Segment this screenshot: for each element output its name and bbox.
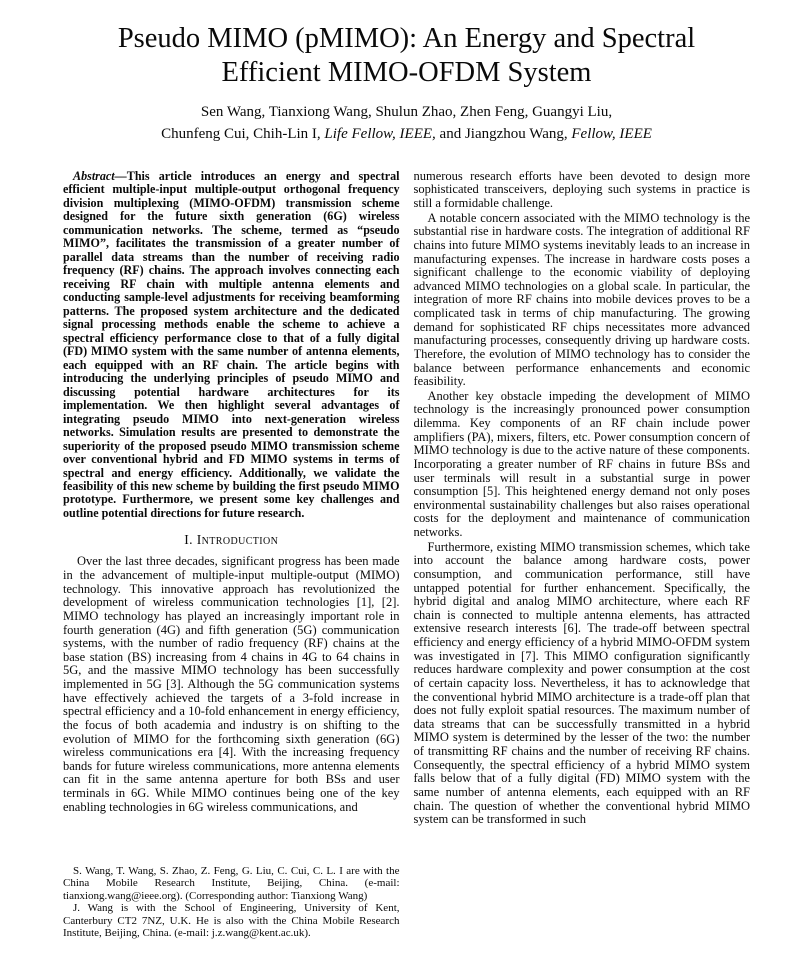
author-line2-fellow-title2: Fellow, IEEE <box>571 125 652 142</box>
left-column <box>63 170 400 966</box>
author-line2-part3: and Jiangzhou Wang, <box>435 125 572 142</box>
paper-title <box>63 22 750 89</box>
author-list <box>63 102 750 145</box>
abstract-text: This article introduces an energy and spectral efficient multiple-input multiple-output orthogonal frequency division multiplexing (MIMO-OFDM) transmission scheme designed for the future sixth generation (6G) wireless communication networks. The scheme, termed as “pseudo MIMO”, facilitates the transmission of a greater number of parallel data streams than the number of receiving radio frequency (RF) chains. The approach involves connecting each receiving RF chain with multiple antenna elements and conducting sample-level adjustments for receiving beamforming patterns. The proposed system architecture and the dedicated signal processing methods enable the scheme to achieve a spectral efficiency performance close to that of a fully digital (FD) MIMO system with the same number of antenna elements, each equipped with an RF chain. The article begins with introducing the underlying principles of pseudo MIMO and discussing potential hardware architectures for its implementation. We then highlight several advantages of integrating pseudo MIMO into next-generation wireless networks. Simulation results are presented to demonstrate the superiority of the proposed pseudo MIMO transmission scheme over conventional hybrid and FD MIMO systems in terms of spectral and energy efficiency. Additionally, we validate the feasibility of this new scheme by building the first pseudo MIMO prototype. Furthermore, we present some key challenges and outline potential directions for future research. <box>63 169 400 520</box>
right-column <box>414 170 751 966</box>
paper-title-line1: Pseudo MIMO (pMIMO): An Energy and Spectral <box>117 23 696 54</box>
two-column-body <box>63 170 750 966</box>
author-line2-part1: Chunfeng Cui, Chih-Lin I, <box>161 125 325 142</box>
section-heading-introduction: I. Introduction <box>184 532 279 548</box>
author-affiliation-footnotes <box>63 865 400 966</box>
intro-paragraph-1: Over the last three decades, significant progress has been made in the advancement of multiple-input multiple-output (MIMO) technology. This innovative approach has revolutionized the development of wireless communication technologies [1], [2]. MIMO technology has played an increasingly important role in fourth generation (4G) and fifth generation (5G) communication systems, with the number of radio frequency (RF) chains at the base station (BS) increasing from 4 chains in 4G to 64 chains in 5G, and the massive MIMO technology has been successfully implemented in 5G [3]. Although the 5G communication systems have effectively achieved the targets of a 3-fold increase in spectral efficiency and a 10-fold enhancement in energy efficiency, the focus of both academia and industry is on shifting to the evolution of MIMO for the forthcoming sixth generation (6G) wireless communications era [4]. With the increasing frequency bands for future wireless communications, more antenna elements can fit in the same antenna aperture for both BSs and user terminals in 6G. While MIMO continues being one of the key enabling technologies in 6G wireless communications, and <box>63 554 400 814</box>
intro-paragraph-3: Another key obstacle impeding the development of MIMO technology is the increasingly pronounced power consumption dilemma. Key components of an RF chain include power amplifiers (PA), mixers, filters, etc. Power consumption concern of MIMO technology is due to the active nature of these components. Incorporating a greater number of RF chains in future BSs and user terminals will result in a substantial surge in power consumption [5]. This heightened energy demand not only poses environmental sustainability challenges but also raises operational costs for the deployment and maintenance of communication networks. <box>413 388 750 540</box>
abstract-label: Abstract— <box>73 169 127 183</box>
footnote-affiliation-2: J. Wang is with the School of Engineering, University of Kent, Canterbury CT2 7NZ, U.K. He is also with the China Mobile Research Institute, Beijing, China. (e-mail: j.z.wang@kent.ac.uk). <box>63 902 400 940</box>
author-line2-fellow-title1: Life Fellow, IEEE, <box>324 125 436 142</box>
abstract <box>63 170 400 521</box>
intro-paragraph-1-continued: numerous research efforts have been devoted to design more sophisticated transceivers, deploying such systems in practice is still a formidable challenge. <box>413 169 750 211</box>
author-line2 <box>63 124 750 145</box>
paper-title-line2: Efficient MIMO-OFDM System <box>221 56 592 88</box>
intro-paragraph-4: Furthermore, existing MIMO transmission schemes, which take into account the balance among hardware costs, power consumption, and communication performance, still have untapped potential for further enhancement. Specifically, the hybrid digital and analog MIMO architecture, where each RF chain is connected to multiple antenna elements, has attracted extensive research interests [6]. The trade-off between spectral efficiency and energy efficiency of a hybrid MIMO-OFDM system was investigated in [7]. This MIMO configuration significantly reduces hardware complexity and power consumption at the cost of certain capacity loss. Nevertheless, it has to acknowledge that the conventional hybrid MIMO architecture is a trade-off plan that does not fully exploit spatial resources. The maximum number of data streams that can be successfully transmitted in a hybrid MIMO system is determined by the lesser of the two: the number of transmitting RF chains and the number of receiving RF chains. Consequently, the spectral efficiency of a hybrid MIMO system falls below that of a fully digital (FD) MIMO system with the same number of antenna elements, each equipped with an RF chain. The question of whether the conventional hybrid MIMO system can be transformed in such <box>413 539 750 827</box>
author-line1: Sen Wang, Tianxiong Wang, Shulun Zhao, Zhen Feng, Guangyi Liu, <box>200 104 613 121</box>
intro-paragraph-2: A notable concern associated with the MIMO technology is the substantial rise in hardware costs. The integration of additional RF chains into future MIMO systems inevitably leads to an increase in manufacturing expenses. The increase in hardware costs poses a significant challenge to the economic viability of deploying advanced MIMO technologies on a global scale. In particular, the integration of more RF chains into mobile devices proves to be a complicated task in terms of chip manufacturing. The growing demand for sophisticated RF chips necessitates more advanced manufacturing processes, consequently driving up hardware costs. Therefore, the evolution of MIMO technology has to consider the balance between performance enhancements and economic feasibility. <box>413 210 750 389</box>
footnote-affiliation-1: S. Wang, T. Wang, S. Zhao, Z. Feng, G. Liu, C. Cui, C. L. I are with the China Mobile Research Institute, Beijing, China. (e-mail: tianxiong.wang@ieee.org). (Corresponding author: Tianxiong Wang) <box>63 864 400 902</box>
